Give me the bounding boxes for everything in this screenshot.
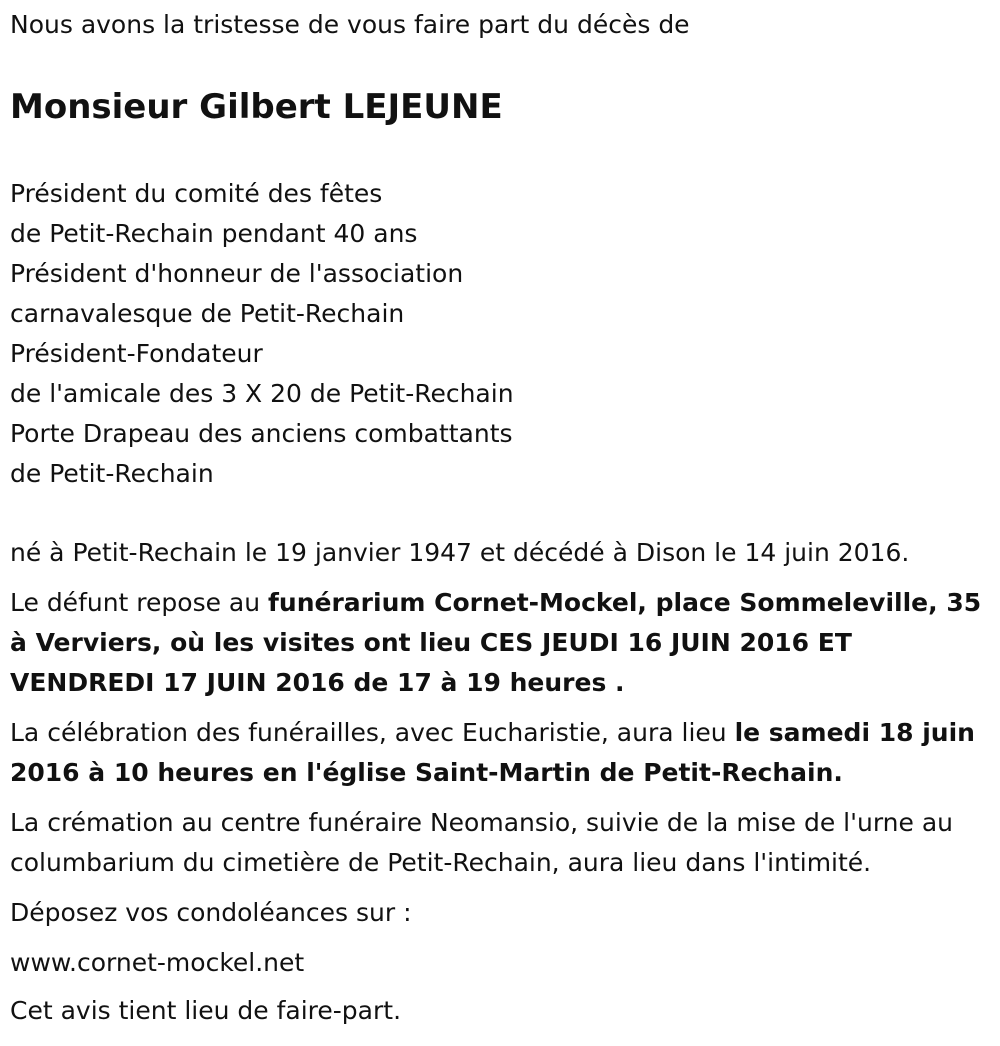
title-line: Président-Fondateur (10, 339, 263, 368)
title-line: Porte Drapeau des anciens combattants (10, 419, 513, 448)
website-text: www.cornet-mockel.net (10, 948, 305, 977)
titles-list (10, 176, 514, 496)
title-line: de Petit-Rechain (10, 459, 214, 488)
visitation-paragraph (10, 583, 995, 703)
closing-note: Cet avis tient lieu de faire-part. (10, 996, 402, 1025)
service-details: le samedi 18 juin 2016 à 10 heures en l'église Saint-Martin de Petit-Rechain. (10, 718, 975, 787)
title-line: Président du comité des fêtes (10, 179, 383, 208)
title-line: Président d'honneur de l'association (10, 259, 464, 288)
birth-death-text: né à Petit-Rechain le 19 janvier 1947 et décédé à Dison le 14 juin 2016. (10, 538, 910, 567)
visitation-lead: Le défunt repose au (10, 588, 269, 617)
service-lead: La célébration des funérailles, avec Eucharistie, aura lieu (10, 718, 735, 747)
cremation-paragraph: La crémation au centre funéraire Neomansio, suivie de la mise de l'urne au columbarium du cimetière de Petit-Rechain, aura lieu dans l'intimité. (10, 808, 954, 877)
condolences-text: Déposez vos condoléances sur : (10, 898, 412, 927)
intro-text: Nous avons la tristesse de vous faire part du décès de (10, 10, 690, 39)
title-line: de Petit-Rechain pendant 40 ans (10, 219, 418, 248)
title-line: carnavalesque de Petit-Rechain (10, 299, 405, 328)
title-line: de l'amicale des 3 X 20 de Petit-Rechain (10, 379, 514, 408)
deceased-name: Monsieur Gilbert LEJEUNE (10, 87, 503, 127)
visitation-details: funérarium Cornet-Mockel, place Sommeleville, 35 à Verviers, où les visites ont lieu CES JEUDI 16 JUIN 2016 ET VENDREDI 17 JUIN 2016 de 17 à 19 heures . (10, 588, 982, 697)
funeral-service-paragraph (10, 713, 995, 793)
